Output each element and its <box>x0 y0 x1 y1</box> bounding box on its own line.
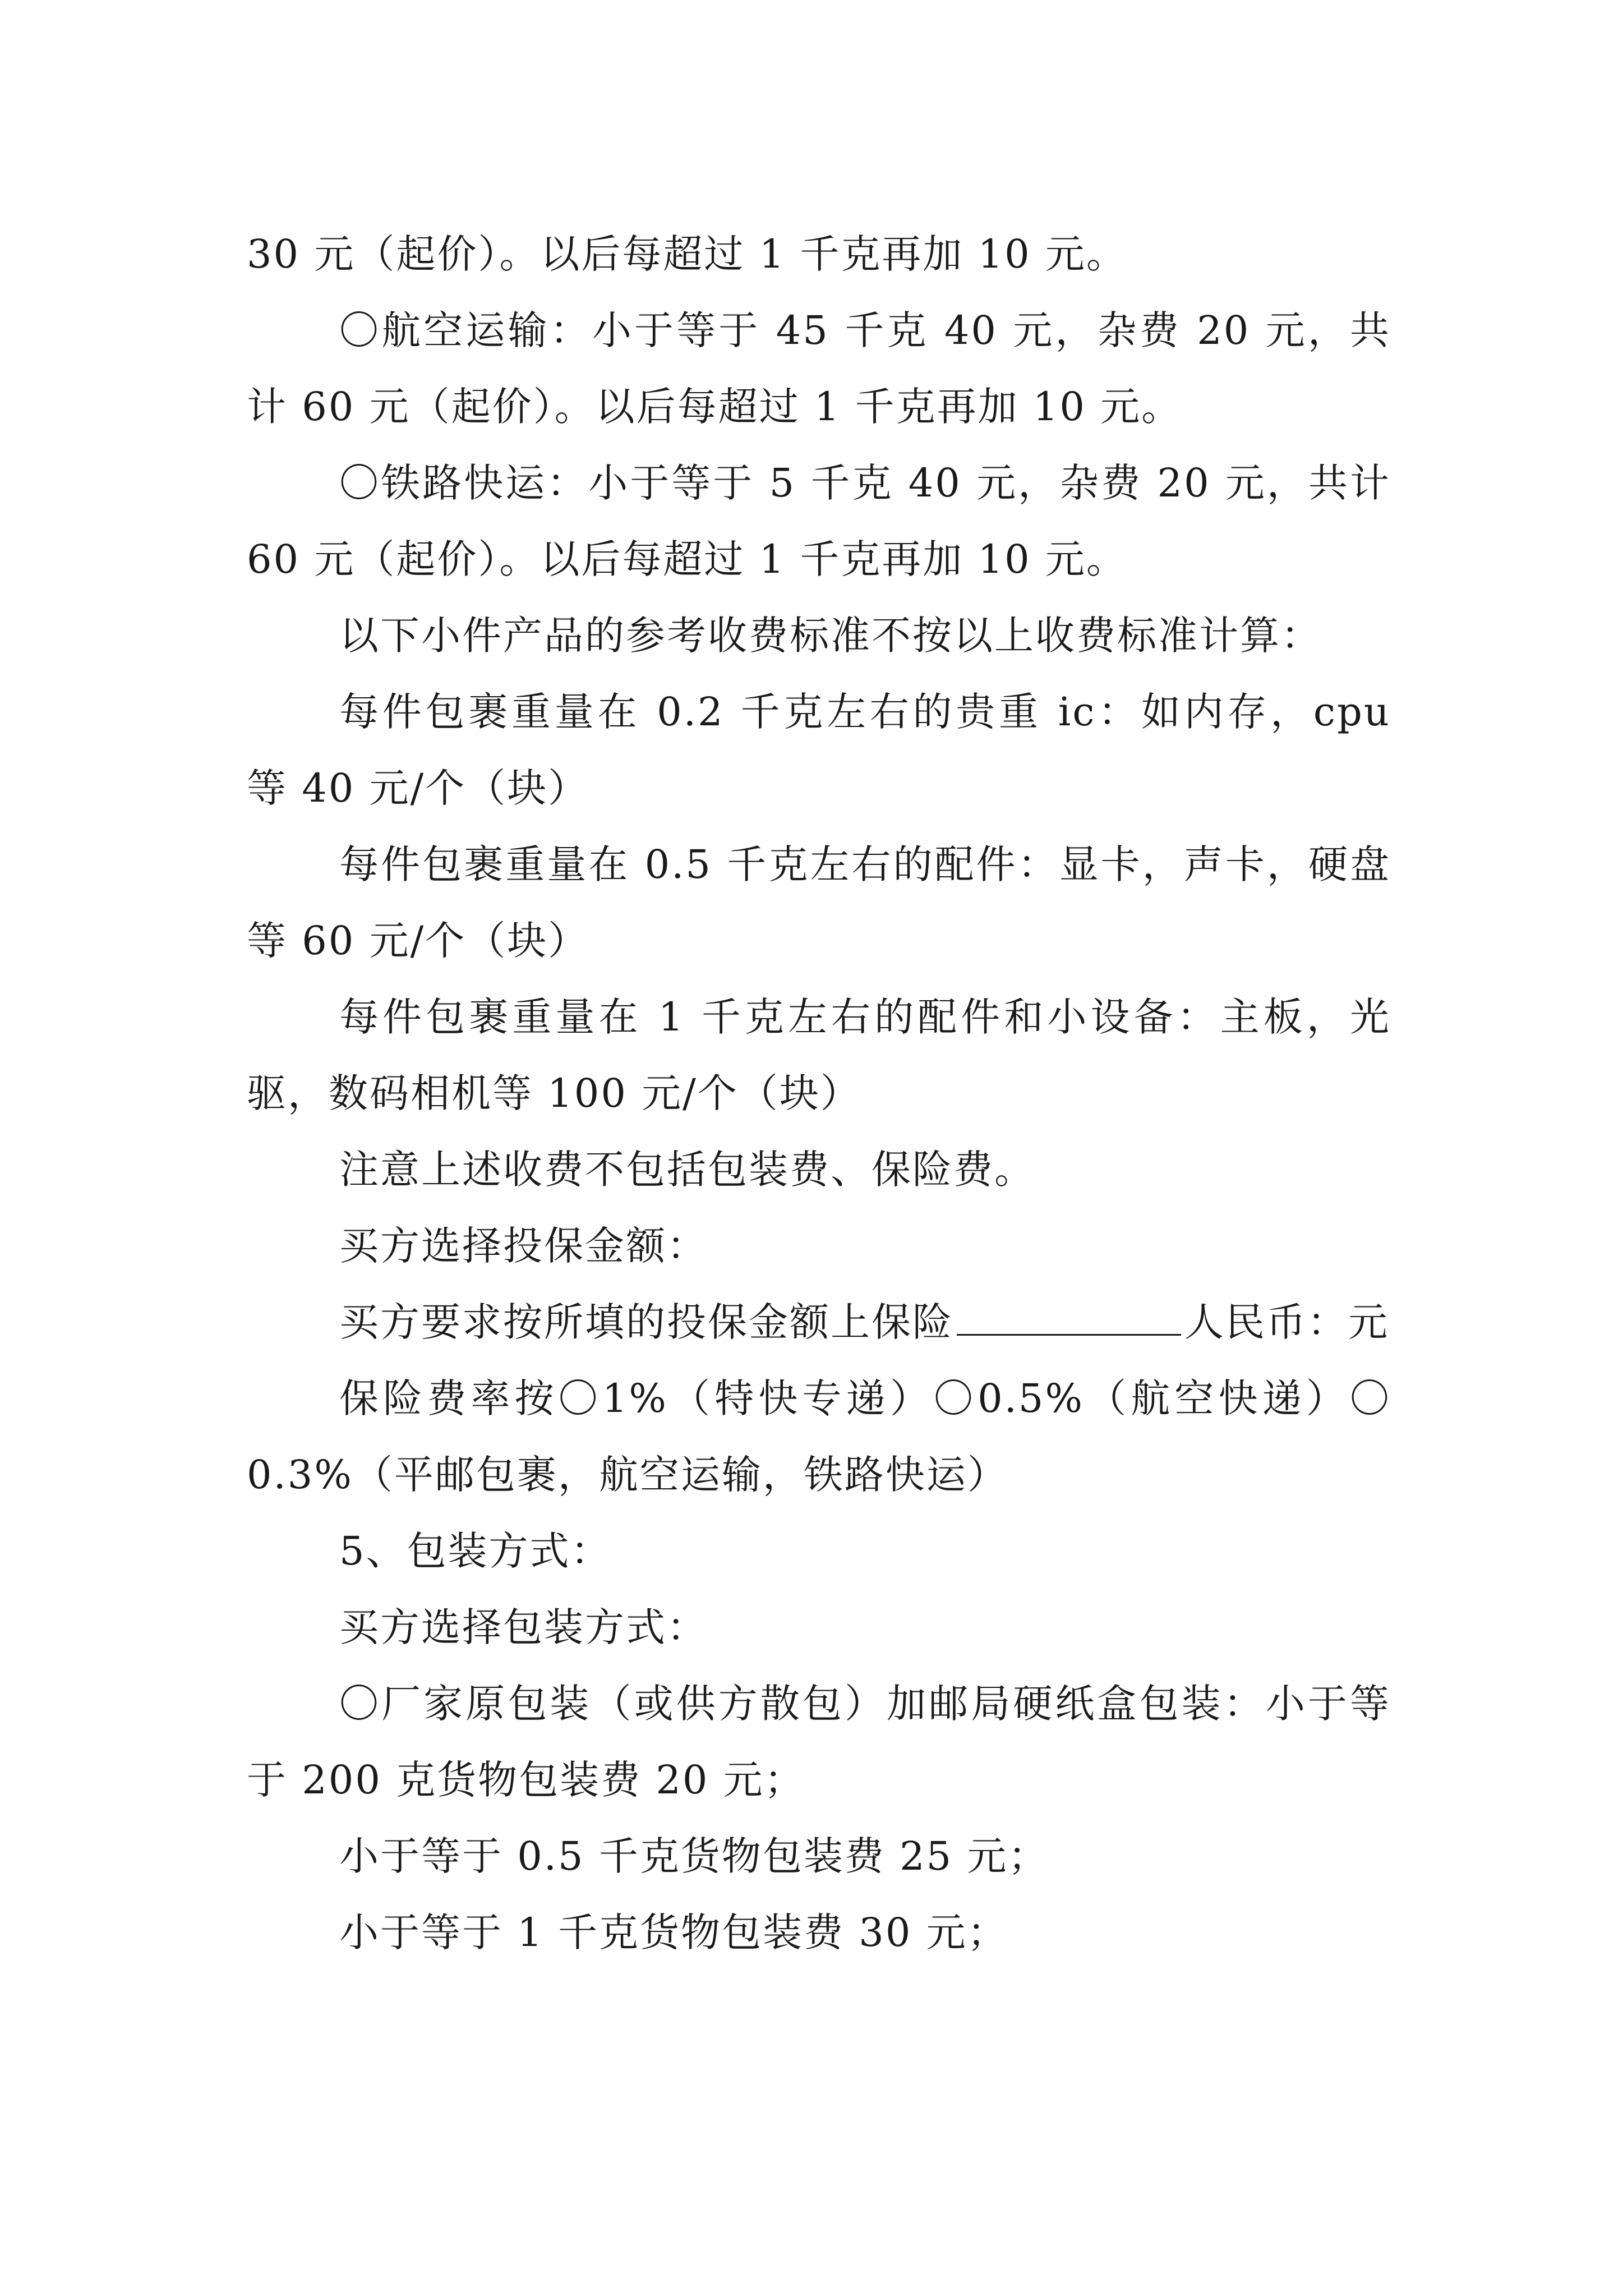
paragraph-packing-heading: 买方选择包装方式： <box>339 1604 708 1650</box>
insurance-text-before: 买方要求按所填的投保金额上保险 <box>339 1299 953 1345</box>
paragraph-packing-section: 5、包装方式： <box>339 1528 612 1574</box>
document-body <box>247 216 1391 1971</box>
paragraph-fee-note: 注意上述收费不包括包装费、保险费。 <box>339 1147 1035 1193</box>
paragraph-rail-express: 〇铁路快运：小于等于 5 千克 40 元，杂费 20 元，共计 60 元（起价）。以后每超过 1 千克再加 10 元。 <box>247 460 1391 582</box>
paragraph-packing-half-kg: 小于等于 0.5 千克货物包装费 25 元； <box>339 1833 1049 1879</box>
paragraph-price-continuation: 30 元（起价）。以后每超过 1 千克再加 10 元。 <box>247 231 1127 277</box>
paragraph-packing-one-kg: 小于等于 1 千克货物包装费 30 元； <box>339 1910 1008 1955</box>
paragraph-insurance-amount <box>247 1284 1391 1360</box>
insurance-amount-blank[interactable] <box>957 1295 1181 1336</box>
paragraph-ic-fee: 每件包裹重量在 0.2 千克左右的贵重 ic：如内存，cpu 等 40 元/个（块） <box>247 689 1391 811</box>
insurance-text-after: 人民币：元 <box>1184 1299 1389 1345</box>
paragraph-insurance-rate: 保险费率按〇1%（特快专递）〇0.5%（航空快递）〇0.3%（平邮包裹，航空运输，铁路快运） <box>247 1375 1391 1498</box>
paragraph-device-fee: 每件包裹重量在 1 千克左右的配件和小设备：主板，光驱，数码相机等 100 元/个（块） <box>247 994 1391 1116</box>
paragraph-air-transport: 〇航空运输：小于等于 45 千克 40 元，杂费 20 元，共计 60 元（起价）。以后每超过 1 千克再加 10 元。 <box>247 307 1391 430</box>
paragraph-card-fee: 每件包裹重量在 0.5 千克左右的配件：显卡，声卡，硬盘等 60 元/个（块） <box>247 841 1391 964</box>
paragraph-insurance-heading: 买方选择投保金额： <box>339 1223 708 1269</box>
paragraph-small-items-intro: 以下小件产品的参考收费标准不按以上收费标准计算： <box>339 613 1322 659</box>
paragraph-packing-original: 〇厂家原包装（或供方散包）加邮局硬纸盒包装：小于等于 200 克货物包装费 20 元； <box>247 1681 1391 1803</box>
